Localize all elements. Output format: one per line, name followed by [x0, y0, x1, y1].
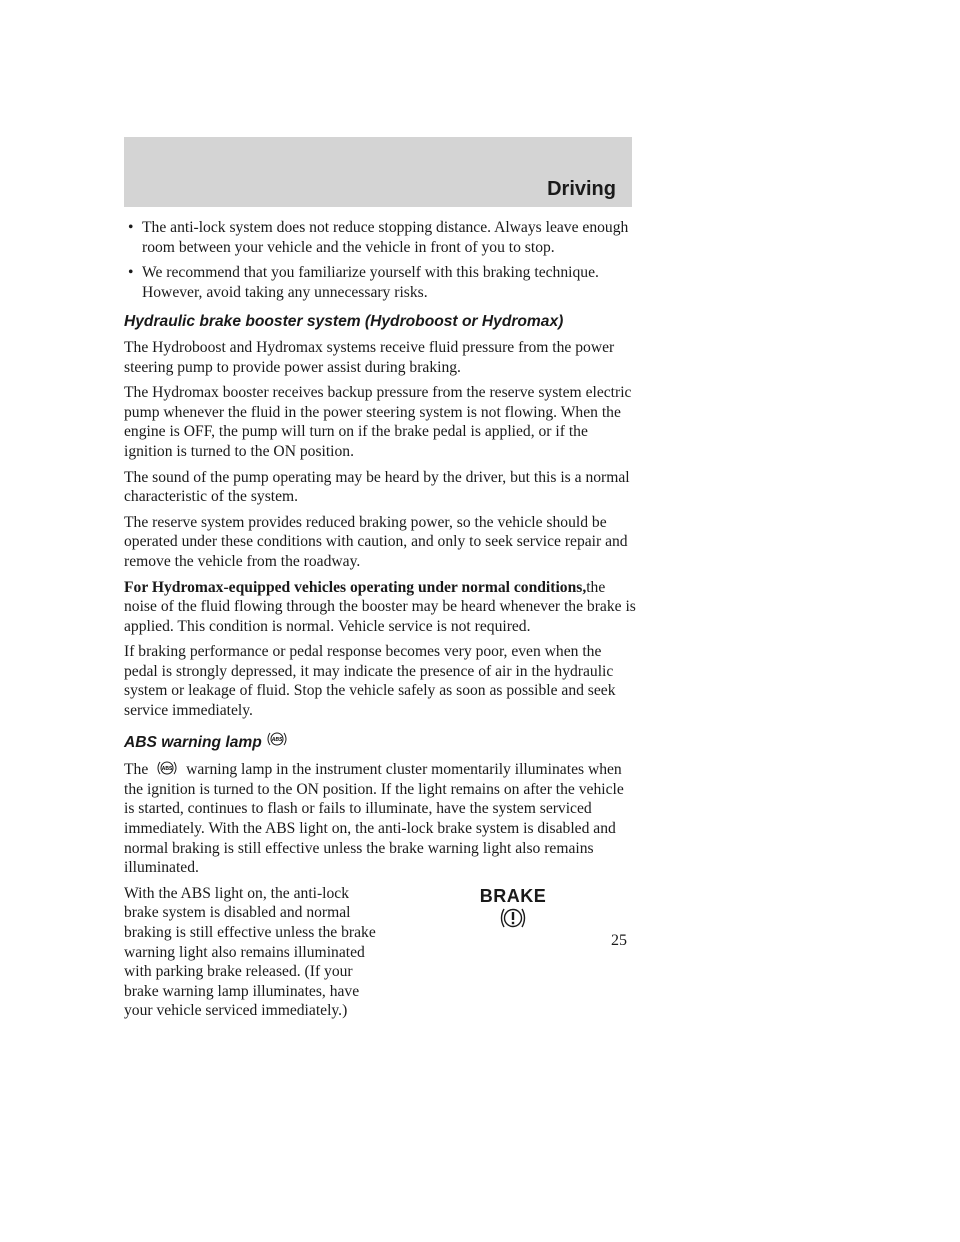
- bullet-item: [124, 218, 636, 257]
- bullet-text: The anti-lock system does not reduce stopping distance. Always leave enough room between your vehicle and the vehicle in front of you to stop.: [142, 219, 629, 256]
- abs-brake-paragraph: With the ABS light on, the anti-lock brake system is disabled and normal braking is still effective unless the brake warning light also remains illuminated with parking brake released. (If your brake warning lamp illuminates, have your vehicle serviced immediately.): [124, 884, 376, 1020]
- paragraph: The Hydroboost and Hydromax systems receive fluid pressure from the power steering pump to provide power assist during braking.: [124, 338, 615, 376]
- bullet-item: [124, 263, 636, 302]
- svg-text:ABS: ABS: [161, 765, 173, 772]
- bullet-text: We recommend that you familiarize yourself with this braking technique. However, avoid taking any unnecessary risks.: [142, 264, 599, 301]
- paragraph: The Hydromax booster receives backup pressure from the reserve system electric pump whenever the fluid in the power steering system is not flowing. When the engine is OFF, the pump will turn on if the brake pedal is applied, or if the ignition is turned to the ON position.: [124, 384, 632, 460]
- brake-label: BRAKE: [479, 885, 547, 906]
- abs-heading: ABS warning lamp: [124, 733, 262, 751]
- bold-lead: For Hydromax-equipped vehicles operating under normal conditions,: [124, 578, 587, 596]
- paragraph: [124, 578, 636, 637]
- abs-heading-row: [124, 733, 636, 753]
- page-content: [124, 218, 636, 1027]
- bullet-dot: •: [128, 219, 134, 236]
- abs-warning-icon: [156, 760, 178, 776]
- brake-section: [124, 884, 636, 1021]
- paragraph: The sound of the pump operating may be heard by the driver, but this is a normal characteristic of the system.: [124, 468, 630, 506]
- page-number: 25: [611, 932, 627, 949]
- abs-warning-icon: [266, 731, 288, 747]
- brake-warning-icon: [478, 886, 548, 930]
- bullet-dot: •: [128, 264, 134, 282]
- paragraph: If braking performance or pedal response becomes very poor, even when the pedal is strongly depressed, it may indicate the presence of air in the hydraulic system or leakage of fluid. Stop the vehicle safely as soon as possible and seek service immediately.: [124, 643, 616, 720]
- abs-paragraph-start: The: [124, 761, 149, 779]
- brake-exclamation-icon: [498, 907, 528, 929]
- svg-text:ABS: ABS: [271, 737, 283, 744]
- paragraph: The reserve system provides reduced braking power, so the vehicle should be operated under these conditions with caution, and only to seek service repair and remove the vehicle from the roadway.: [124, 513, 628, 570]
- hydraulic-heading: Hydraulic brake booster system (Hydroboost or Hydromax): [124, 313, 564, 331]
- paragraph: [124, 884, 376, 1021]
- section-title: Driving: [547, 178, 616, 200]
- section-header-band: [124, 137, 632, 207]
- paragraph-rest: the noise of the fluid flowing through the booster may be heard whenever the brake is applied. This condition is normal. Vehicle service is not required.: [124, 578, 636, 635]
- abs-paragraph-rest: warning lamp in the instrument cluster momentarily illuminates when the ignition is turned to the ON position. If the light remains on after the vehicle is started, continues to flash or fails to illuminate, have the system serviced immediately. With the ABS light on, the anti-lock brake system is disabled and normal braking is still effective unless the brake warning light also remains illuminated.: [124, 761, 624, 877]
- paragraph: [124, 760, 636, 878]
